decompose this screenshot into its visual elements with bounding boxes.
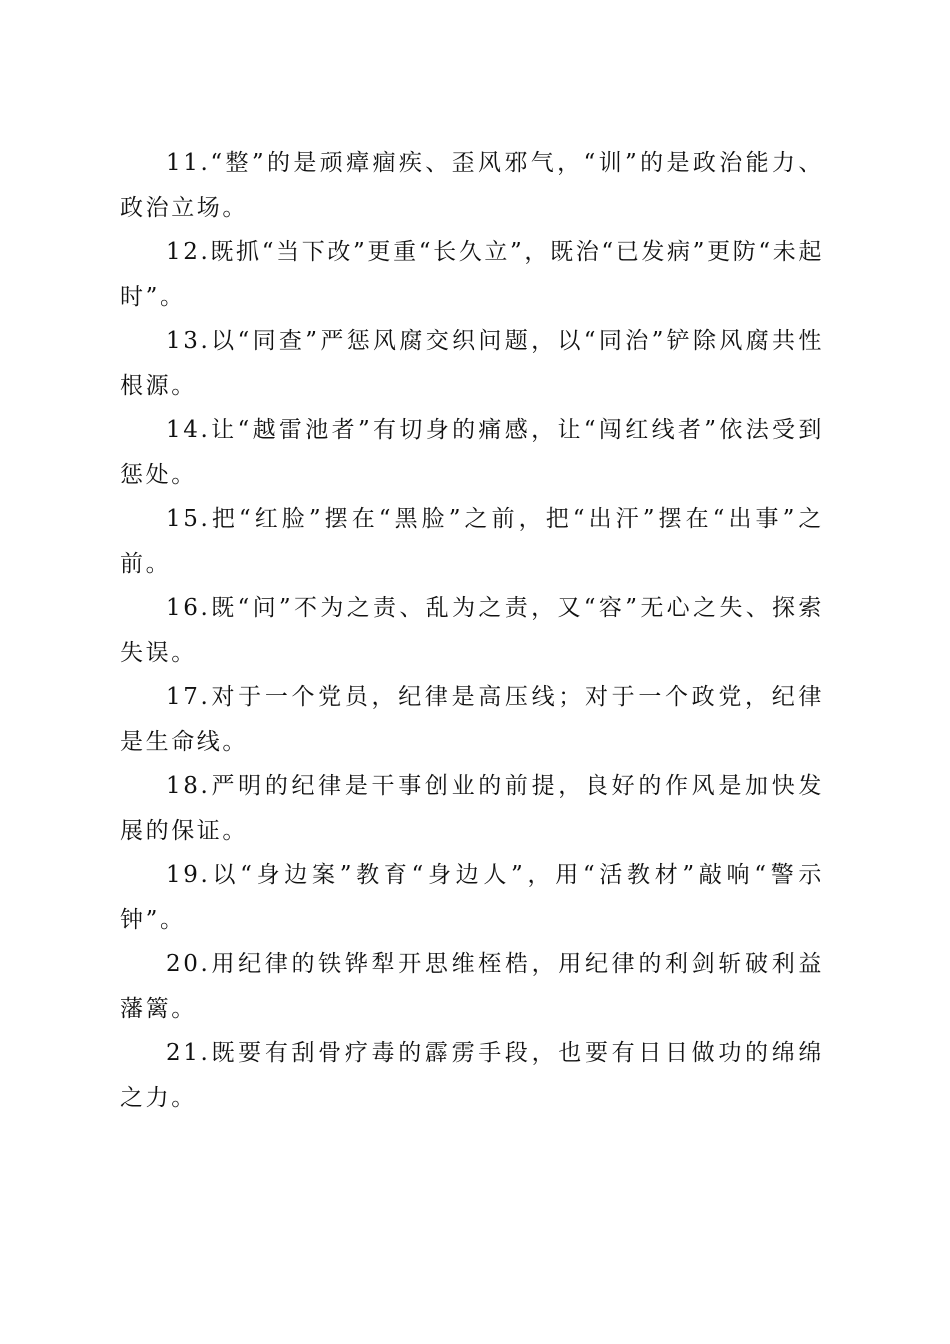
list-item-11: 11.“整”的是顽瘴痼疾、歪风邪气，“训”的是政治能力、政治立场。 [120,150,824,221]
list-item-12: 12.既抓“当下改”更重“长久立”，既治“已发病”更防“未起时”。 [120,239,824,310]
list-item-13: 13.以“同查”严惩风腐交织问题，以“同治”铲除风腐共性根源。 [120,328,824,399]
list-item-18: 18.严明的纪律是干事创业的前提，良好的作风是加快发展的保证。 [120,773,824,844]
list-item-21: 21.既要有刮骨疗毒的霹雳手段，也要有日日做功的绵绵之力。 [120,1040,824,1111]
list-item-20: 20.用纪律的铁铧犁开思维桎梏，用纪律的利剑斩破利益藩篱。 [120,951,824,1022]
list-item-19: 19.以“身边案”教育“身边人”，用“活教材”敲响“警示钟”。 [120,862,824,933]
list-item-16: 16.既“问”不为之责、乱为之责，又“容”无心之失、探索失误。 [120,595,824,666]
document-body [120,141,824,1120]
list-item-14: 14.让“越雷池者”有切身的痛感，让“闯红线者”依法受到惩处。 [120,417,824,488]
list-item-15: 15.把“红脸”摆在“黑脸”之前，把“出汗”摆在“出事”之前。 [120,506,824,577]
list-item-17: 17.对于一个党员，纪律是高压线；对于一个政党，纪律是生命线。 [120,684,824,755]
